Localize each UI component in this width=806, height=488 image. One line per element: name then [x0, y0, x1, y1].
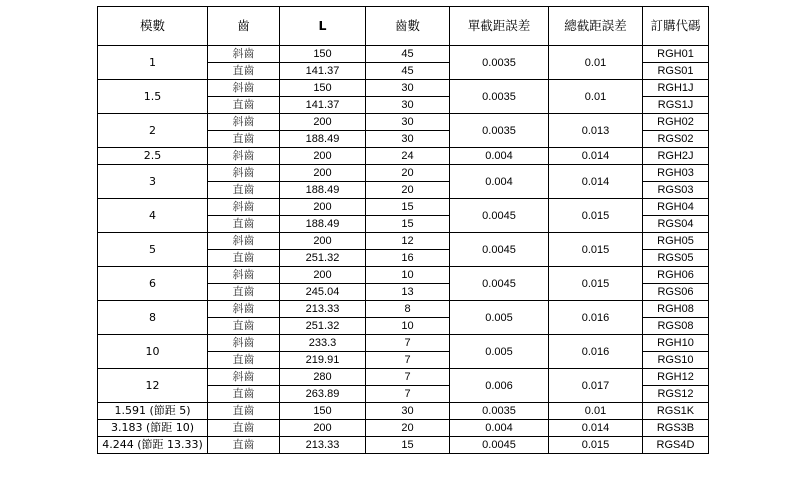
length-cell: 251.32: [280, 250, 366, 267]
single-pitch-error-cell: 0.005: [450, 301, 549, 335]
table-row: [98, 301, 709, 318]
teeth-count-cell: 10: [366, 267, 450, 284]
teeth-count-cell: 45: [366, 46, 450, 63]
length-cell: 200: [280, 233, 366, 250]
order-code-cell: RGS06: [643, 284, 709, 301]
length-cell: 150: [280, 80, 366, 97]
length-cell: 213.33: [280, 437, 366, 454]
tooth-type-cell: 直齒: [208, 131, 280, 148]
teeth-count-cell: 20: [366, 420, 450, 437]
module-cell: 3.183 (節距 10): [98, 420, 208, 437]
table-row: [98, 420, 709, 437]
single-pitch-error-cell: 0.004: [450, 148, 549, 165]
length-cell: 219.91: [280, 352, 366, 369]
order-code-cell: RGH12: [643, 369, 709, 386]
length-cell: 188.49: [280, 131, 366, 148]
single-pitch-error-cell: 0.006: [450, 369, 549, 403]
order-code-cell: RGS10: [643, 352, 709, 369]
total-pitch-error-cell: 0.015: [549, 233, 643, 267]
length-cell: 263.89: [280, 386, 366, 403]
length-cell: 200: [280, 420, 366, 437]
total-pitch-error-cell: 0.015: [549, 437, 643, 454]
single-pitch-error-cell: 0.0045: [450, 267, 549, 301]
header-module: 模數: [98, 7, 208, 46]
header-row: [98, 7, 709, 46]
order-code-cell: RGH06: [643, 267, 709, 284]
length-cell: 213.33: [280, 301, 366, 318]
module-cell: 3: [98, 165, 208, 199]
module-cell: 6: [98, 267, 208, 301]
teeth-count-cell: 30: [366, 80, 450, 97]
table-row: [98, 46, 709, 63]
module-cell: 8: [98, 301, 208, 335]
length-cell: 200: [280, 114, 366, 131]
tooth-type-cell: 斜齒: [208, 369, 280, 386]
length-cell: 280: [280, 369, 366, 386]
order-code-cell: RGS05: [643, 250, 709, 267]
total-pitch-error-cell: 0.014: [549, 165, 643, 199]
module-cell: 1.591 (節距 5): [98, 403, 208, 420]
order-code-cell: RGH05: [643, 233, 709, 250]
length-cell: 251.32: [280, 318, 366, 335]
teeth-count-cell: 15: [366, 216, 450, 233]
header-total-pitch-error: 總截距誤差: [549, 7, 643, 46]
order-code-cell: RGH01: [643, 46, 709, 63]
table-row: [98, 233, 709, 250]
order-code-cell: RGH03: [643, 165, 709, 182]
total-pitch-error-cell: 0.01: [549, 80, 643, 114]
teeth-count-cell: 15: [366, 437, 450, 454]
order-code-cell: RGS02: [643, 131, 709, 148]
length-cell: 200: [280, 165, 366, 182]
order-code-cell: RGH04: [643, 199, 709, 216]
header-length: L: [280, 7, 366, 46]
length-cell: 245.04: [280, 284, 366, 301]
order-code-cell: RGS01: [643, 63, 709, 80]
teeth-count-cell: 30: [366, 403, 450, 420]
tooth-type-cell: 斜齒: [208, 301, 280, 318]
length-cell: 188.49: [280, 216, 366, 233]
table-row: [98, 80, 709, 97]
total-pitch-error-cell: 0.015: [549, 267, 643, 301]
table-row: [98, 335, 709, 352]
length-cell: 200: [280, 199, 366, 216]
rack-spec-table: [97, 6, 709, 454]
single-pitch-error-cell: 0.0035: [450, 80, 549, 114]
tooth-type-cell: 直齒: [208, 216, 280, 233]
tooth-type-cell: 直齒: [208, 63, 280, 80]
module-cell: 2: [98, 114, 208, 148]
tooth-type-cell: 斜齒: [208, 199, 280, 216]
tooth-type-cell: 斜齒: [208, 46, 280, 63]
header-teeth-count: 齒數: [366, 7, 450, 46]
tooth-type-cell: 斜齒: [208, 233, 280, 250]
module-cell: 4.244 (節距 13.33): [98, 437, 208, 454]
teeth-count-cell: 15: [366, 199, 450, 216]
total-pitch-error-cell: 0.017: [549, 369, 643, 403]
table-row: [98, 369, 709, 386]
tooth-type-cell: 直齒: [208, 437, 280, 454]
single-pitch-error-cell: 0.0045: [450, 233, 549, 267]
teeth-count-cell: 7: [366, 352, 450, 369]
total-pitch-error-cell: 0.016: [549, 335, 643, 369]
total-pitch-error-cell: 0.015: [549, 199, 643, 233]
length-cell: 150: [280, 46, 366, 63]
single-pitch-error-cell: 0.005: [450, 335, 549, 369]
table-row: [98, 437, 709, 454]
single-pitch-error-cell: 0.004: [450, 165, 549, 199]
total-pitch-error-cell: 0.016: [549, 301, 643, 335]
tooth-type-cell: 斜齒: [208, 114, 280, 131]
table-row: [98, 403, 709, 420]
tooth-type-cell: 直齒: [208, 386, 280, 403]
order-code-cell: RGH08: [643, 301, 709, 318]
tooth-type-cell: 直齒: [208, 403, 280, 420]
length-cell: 188.49: [280, 182, 366, 199]
teeth-count-cell: 7: [366, 386, 450, 403]
order-code-cell: RGH10: [643, 335, 709, 352]
module-cell: 1.5: [98, 80, 208, 114]
table-row: [98, 199, 709, 216]
teeth-count-cell: 20: [366, 165, 450, 182]
table-row: [98, 114, 709, 131]
order-code-cell: RGS1K: [643, 403, 709, 420]
teeth-count-cell: 7: [366, 369, 450, 386]
tooth-type-cell: 直齒: [208, 97, 280, 114]
single-pitch-error-cell: 0.0035: [450, 114, 549, 148]
teeth-count-cell: 20: [366, 182, 450, 199]
length-cell: 150: [280, 403, 366, 420]
length-cell: 141.37: [280, 63, 366, 80]
order-code-cell: RGH2J: [643, 148, 709, 165]
tooth-type-cell: 直齒: [208, 250, 280, 267]
teeth-count-cell: 10: [366, 318, 450, 335]
tooth-type-cell: 斜齒: [208, 165, 280, 182]
length-cell: 233.3: [280, 335, 366, 352]
teeth-count-cell: 12: [366, 233, 450, 250]
header-order-code: 訂購代碼: [643, 7, 709, 46]
teeth-count-cell: 30: [366, 131, 450, 148]
module-cell: 1: [98, 46, 208, 80]
order-code-cell: RGS3B: [643, 420, 709, 437]
order-code-cell: RGS04: [643, 216, 709, 233]
single-pitch-error-cell: 0.0045: [450, 199, 549, 233]
table-body: [98, 46, 709, 454]
single-pitch-error-cell: 0.0045: [450, 437, 549, 454]
tooth-type-cell: 直齒: [208, 318, 280, 335]
tooth-type-cell: 直齒: [208, 284, 280, 301]
single-pitch-error-cell: 0.0035: [450, 403, 549, 420]
tooth-type-cell: 斜齒: [208, 148, 280, 165]
teeth-count-cell: 24: [366, 148, 450, 165]
teeth-count-cell: 8: [366, 301, 450, 318]
table-row: [98, 148, 709, 165]
tooth-type-cell: 直齒: [208, 420, 280, 437]
tooth-type-cell: 直齒: [208, 182, 280, 199]
total-pitch-error-cell: 0.01: [549, 46, 643, 80]
teeth-count-cell: 30: [366, 114, 450, 131]
order-code-cell: RGS08: [643, 318, 709, 335]
order-code-cell: RGS03: [643, 182, 709, 199]
single-pitch-error-cell: 0.0035: [450, 46, 549, 80]
total-pitch-error-cell: 0.013: [549, 114, 643, 148]
teeth-count-cell: 7: [366, 335, 450, 352]
teeth-count-cell: 13: [366, 284, 450, 301]
single-pitch-error-cell: 0.004: [450, 420, 549, 437]
module-cell: 5: [98, 233, 208, 267]
tooth-type-cell: 斜齒: [208, 267, 280, 284]
tooth-type-cell: 直齒: [208, 352, 280, 369]
total-pitch-error-cell: 0.01: [549, 403, 643, 420]
module-cell: 10: [98, 335, 208, 369]
module-cell: 12: [98, 369, 208, 403]
teeth-count-cell: 45: [366, 63, 450, 80]
order-code-cell: RGH1J: [643, 80, 709, 97]
teeth-count-cell: 16: [366, 250, 450, 267]
length-cell: 200: [280, 148, 366, 165]
module-cell: 4: [98, 199, 208, 233]
length-cell: 141.37: [280, 97, 366, 114]
table-row: [98, 267, 709, 284]
order-code-cell: RGH02: [643, 114, 709, 131]
order-code-cell: RGS1J: [643, 97, 709, 114]
tooth-type-cell: 斜齒: [208, 335, 280, 352]
order-code-cell: RGS12: [643, 386, 709, 403]
order-code-cell: RGS4D: [643, 437, 709, 454]
tooth-type-cell: 斜齒: [208, 80, 280, 97]
header-single-pitch-error: 單截距誤差: [450, 7, 549, 46]
header-tooth-type: 齒: [208, 7, 280, 46]
total-pitch-error-cell: 0.014: [549, 420, 643, 437]
total-pitch-error-cell: 0.014: [549, 148, 643, 165]
module-cell: 2.5: [98, 148, 208, 165]
teeth-count-cell: 30: [366, 97, 450, 114]
length-cell: 200: [280, 267, 366, 284]
table-row: [98, 165, 709, 182]
